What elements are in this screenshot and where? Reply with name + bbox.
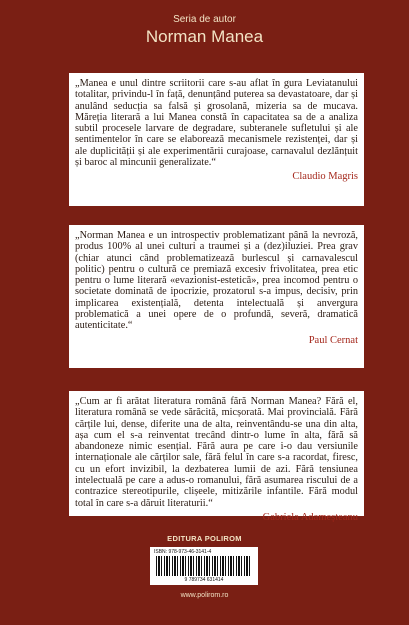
publisher-website: www.polirom.ro	[180, 592, 229, 599]
series-header	[0, 14, 409, 47]
quote-text: „Manea e unul dintre scriitorii care s-au aflat în gura Leviatanului totalitar, privindu-l în față, denunțând puterea sa devastatoare, dar și anulând seducția sa falsă și grosolană, mizeria sa de mucava. Măreția literară a lui Manea constă în capacitatea sa de a analiza subtil procesele larvare de degradare, subteranele sufletului și ale sentimentelor în care se elaborează mecanismele rezistenței, dar și ale duplicității și ale experimentării curajoase, carnavalul dezlănțuit și baroc al mincunii generalizate.“	[75, 78, 358, 169]
barcode-bars	[156, 556, 252, 576]
publisher-name: EDITURA POLIROM	[167, 534, 242, 543]
quote-text: „Cum ar fi arătat literatura română fără Norman Manea? Fără el, literatura română se vede sărăcită, micșorată. Mai provincială. Fără cărțile lui, dense, diferite una de alta, reinventându-se una din alta, așa cum el s-a reinventat trecând dintr-o lume în alta, fără să abandoneze nimic esențial. Fără aura pe care i-o dau versiunile internaționale ale cărților sale, fără felul în care s-a racordat, firesc, cu un efort invizibil, la dezbaterea lumii de azi. Fără tensiunea intelectuală pe care a adus-o romanului, fără asumarea riscului de a contrazice stereotipurile, clișeele, mitizările infantile. Fără modul total în care s-a dăruit literaturii.“	[75, 396, 358, 509]
quote-author: Claudio Magris	[292, 171, 358, 183]
quote-panel-adamesteanu	[69, 391, 364, 523]
quote-panel-cernat	[69, 225, 364, 368]
quote-author: Gabriela Adameșteanu	[262, 511, 358, 523]
barcode-digits: 9 789734 631414	[184, 577, 224, 583]
isbn-text: ISBN: 978-973-46-3141-4	[154, 549, 212, 555]
quote-author: Paul Cernat	[308, 334, 358, 346]
quote-text: „Norman Manea e un introspectiv problematizant până la nevroză, produs 100% al unei culturi a traumei și a (dez)iluziei. Prea grav (chiar atunci când problematizează burlescul și carnavalescul politic) pentru o cultură ce premiază excesiv frivolitatea, prea etic pentru o lume literară «evazionist-estetică», prea incomod pentru o societate dominată de ipocrizie, prozatorul s-a impus, decisiv, prin implicarea existențială, detenta intelectuală și anvergura problematică a unei opere de o profundă, severă, dramatică autenticitate.“	[75, 230, 358, 332]
series-author-name: Norman Manea	[145, 27, 264, 46]
quote-panel-magris	[69, 73, 364, 206]
series-label: Seria de autor	[173, 14, 236, 25]
barcode	[150, 547, 258, 585]
